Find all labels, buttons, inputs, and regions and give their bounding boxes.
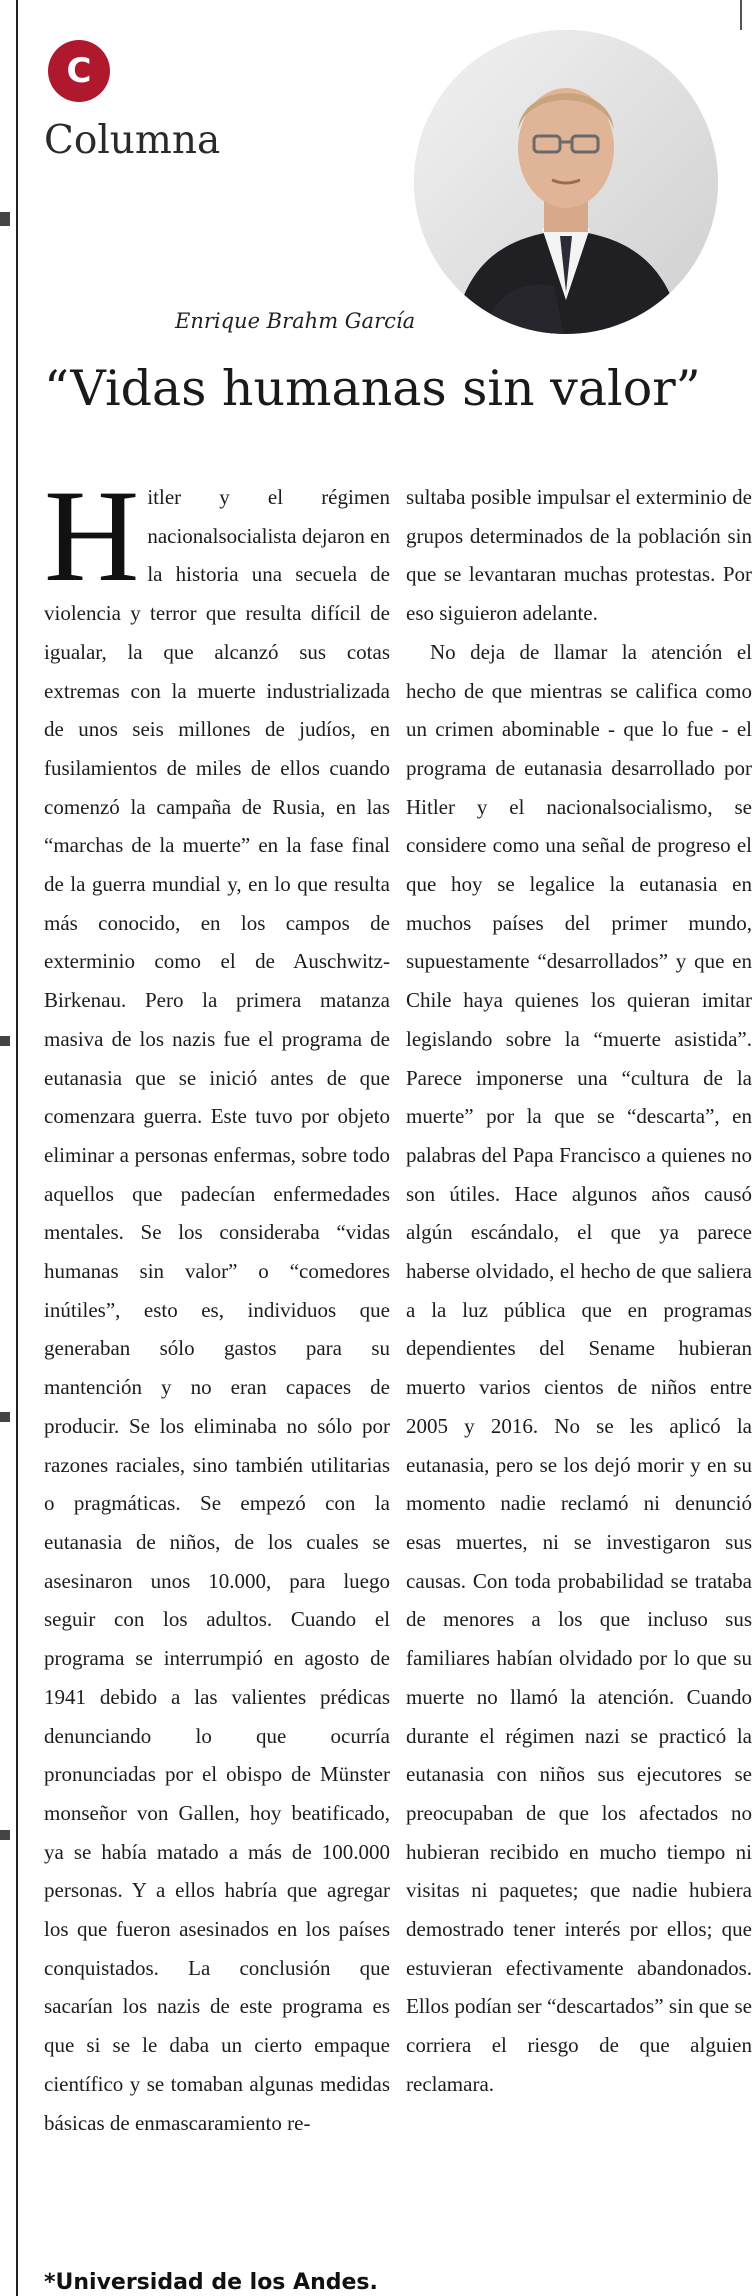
adjacent-column-fragment [0,1412,10,1422]
column-2-paragraph-1: sultaba posible impulsar el exterminio de grupos determinados de la población sin que se levantaran muchas protestas. Por eso siguieron adelante. [406,485,752,626]
article-headline: “Vidas humanas sin valor” [44,360,701,417]
column-2-paragraph-2: No deja de llamar la atención el hecho de que mientras se califica como un crimen abominable - que lo fue - el programa de eutanasia desarrollado por Hitler y el nacionalsocialismo, se considere como una señal de progreso el que hoy se legalice la eutanasia en muchos países del primer mundo, supuestamente “desarrollados” y que en Chile haya quienes los quieran imitar legislando sobre la “muerte asistida”. Parece imponerse una “cultura de la muerte” por la que se “descarta”, en palabras del Papa Francisco a quienes no son útiles. Hace algunos años causó algún escándalo, el que ya parece haberse olvidado, el hecho de que saliera a la luz pública que en programas dependientes del Sename hubieran muerto varios cientos de niños entre 2005 y 2016. No se les aplicó la eutanasia, pero se los dejó morir y en su momento nadie reclamó ni denunció esas muertes, ni se investigaron sus causas. Con toda probabilidad se trataba de menores a los que incluso sus familiares habían olvidado por lo que su muerte no llamó la atención. Cuando durante el régimen nazi se practicó la eutanasia con niños sus ejecutores se preocupaban de que los afectados no hubieran recibido en mucho tiempo ni visitas ni paquetes; que nadie hubiera demostrado tener interés por ellos; que estuvieran efectivamente abandonados. Ellos podían ser “descartados” sin que se corriera el riesgo de que alguien reclamara. [406,639,752,2096]
article-column-2 [406,478,752,2288]
author-byline: Enrique Brahm García [175,309,416,333]
page-edge-rule [740,0,742,30]
adjacent-column-fragment [0,1830,10,1840]
section-label: Columna [44,118,221,163]
adjacent-column-fragment [0,1036,10,1046]
adjacent-column-fragment [0,212,10,226]
column-1-text: itler y el régimen nacionalsocialista dejaron en la historia una secuela de violencia y terror que resulta difícil de igualar, la que alcanzó sus cotas extremas con la muerte industrializada de unos seis millones de judíos, en fusilamientos de miles de ellos cuando comenzó la campaña de Rusia, en las “marchas de la muerte” en la fase final de la guerra mundial y, en lo que resulta más conocido, en los campos de exterminio como el de Auschwitz-Birkenau. Pero la primera matanza masiva de los nazis fue el programa de eutanasia que se inició antes de que comenzara guerra. Este tuvo por objeto eliminar a personas enfermas, sobre todo aquellos que padecían enfermedades mentales. Se los consideraba “vidas humanas sin valor” o “comedores inútiles”, esto es, individuos que generaban sólo gastos para su mantención y no eran capaces de producir. Se los eliminaba no sólo por razones raciales, sino también utilitarias o pragmáticas. Se empezó con la eutanasia de niños, de los cuales se asesinaron unos 10.000, para luego seguir con los adultos. Cuando el programa se interrumpió en agosto de 1941 debido a las valientes prédicas denunciando lo que ocurría pronunciadas por el obispo de Münster monseñor von Gallen, hoy beatificado, ya se había matado a más de 100.000 personas. Y a ellos habría que agregar los que fueron asesinados en los países conquistados. La conclusión que sacarían los nazis de este programa es que si se le daba un cierto empaque científico y se tomaban algunas medidas básicas de enmascaramiento re- [44,485,390,2135]
author-affiliation: *Universidad de los Andes. [44,2270,378,2295]
drop-cap: H [44,462,140,609]
article-column-1 [44,462,390,2284]
section-badge: C [48,40,110,102]
author-photo [414,30,718,334]
page-margin-rule [16,0,18,2296]
